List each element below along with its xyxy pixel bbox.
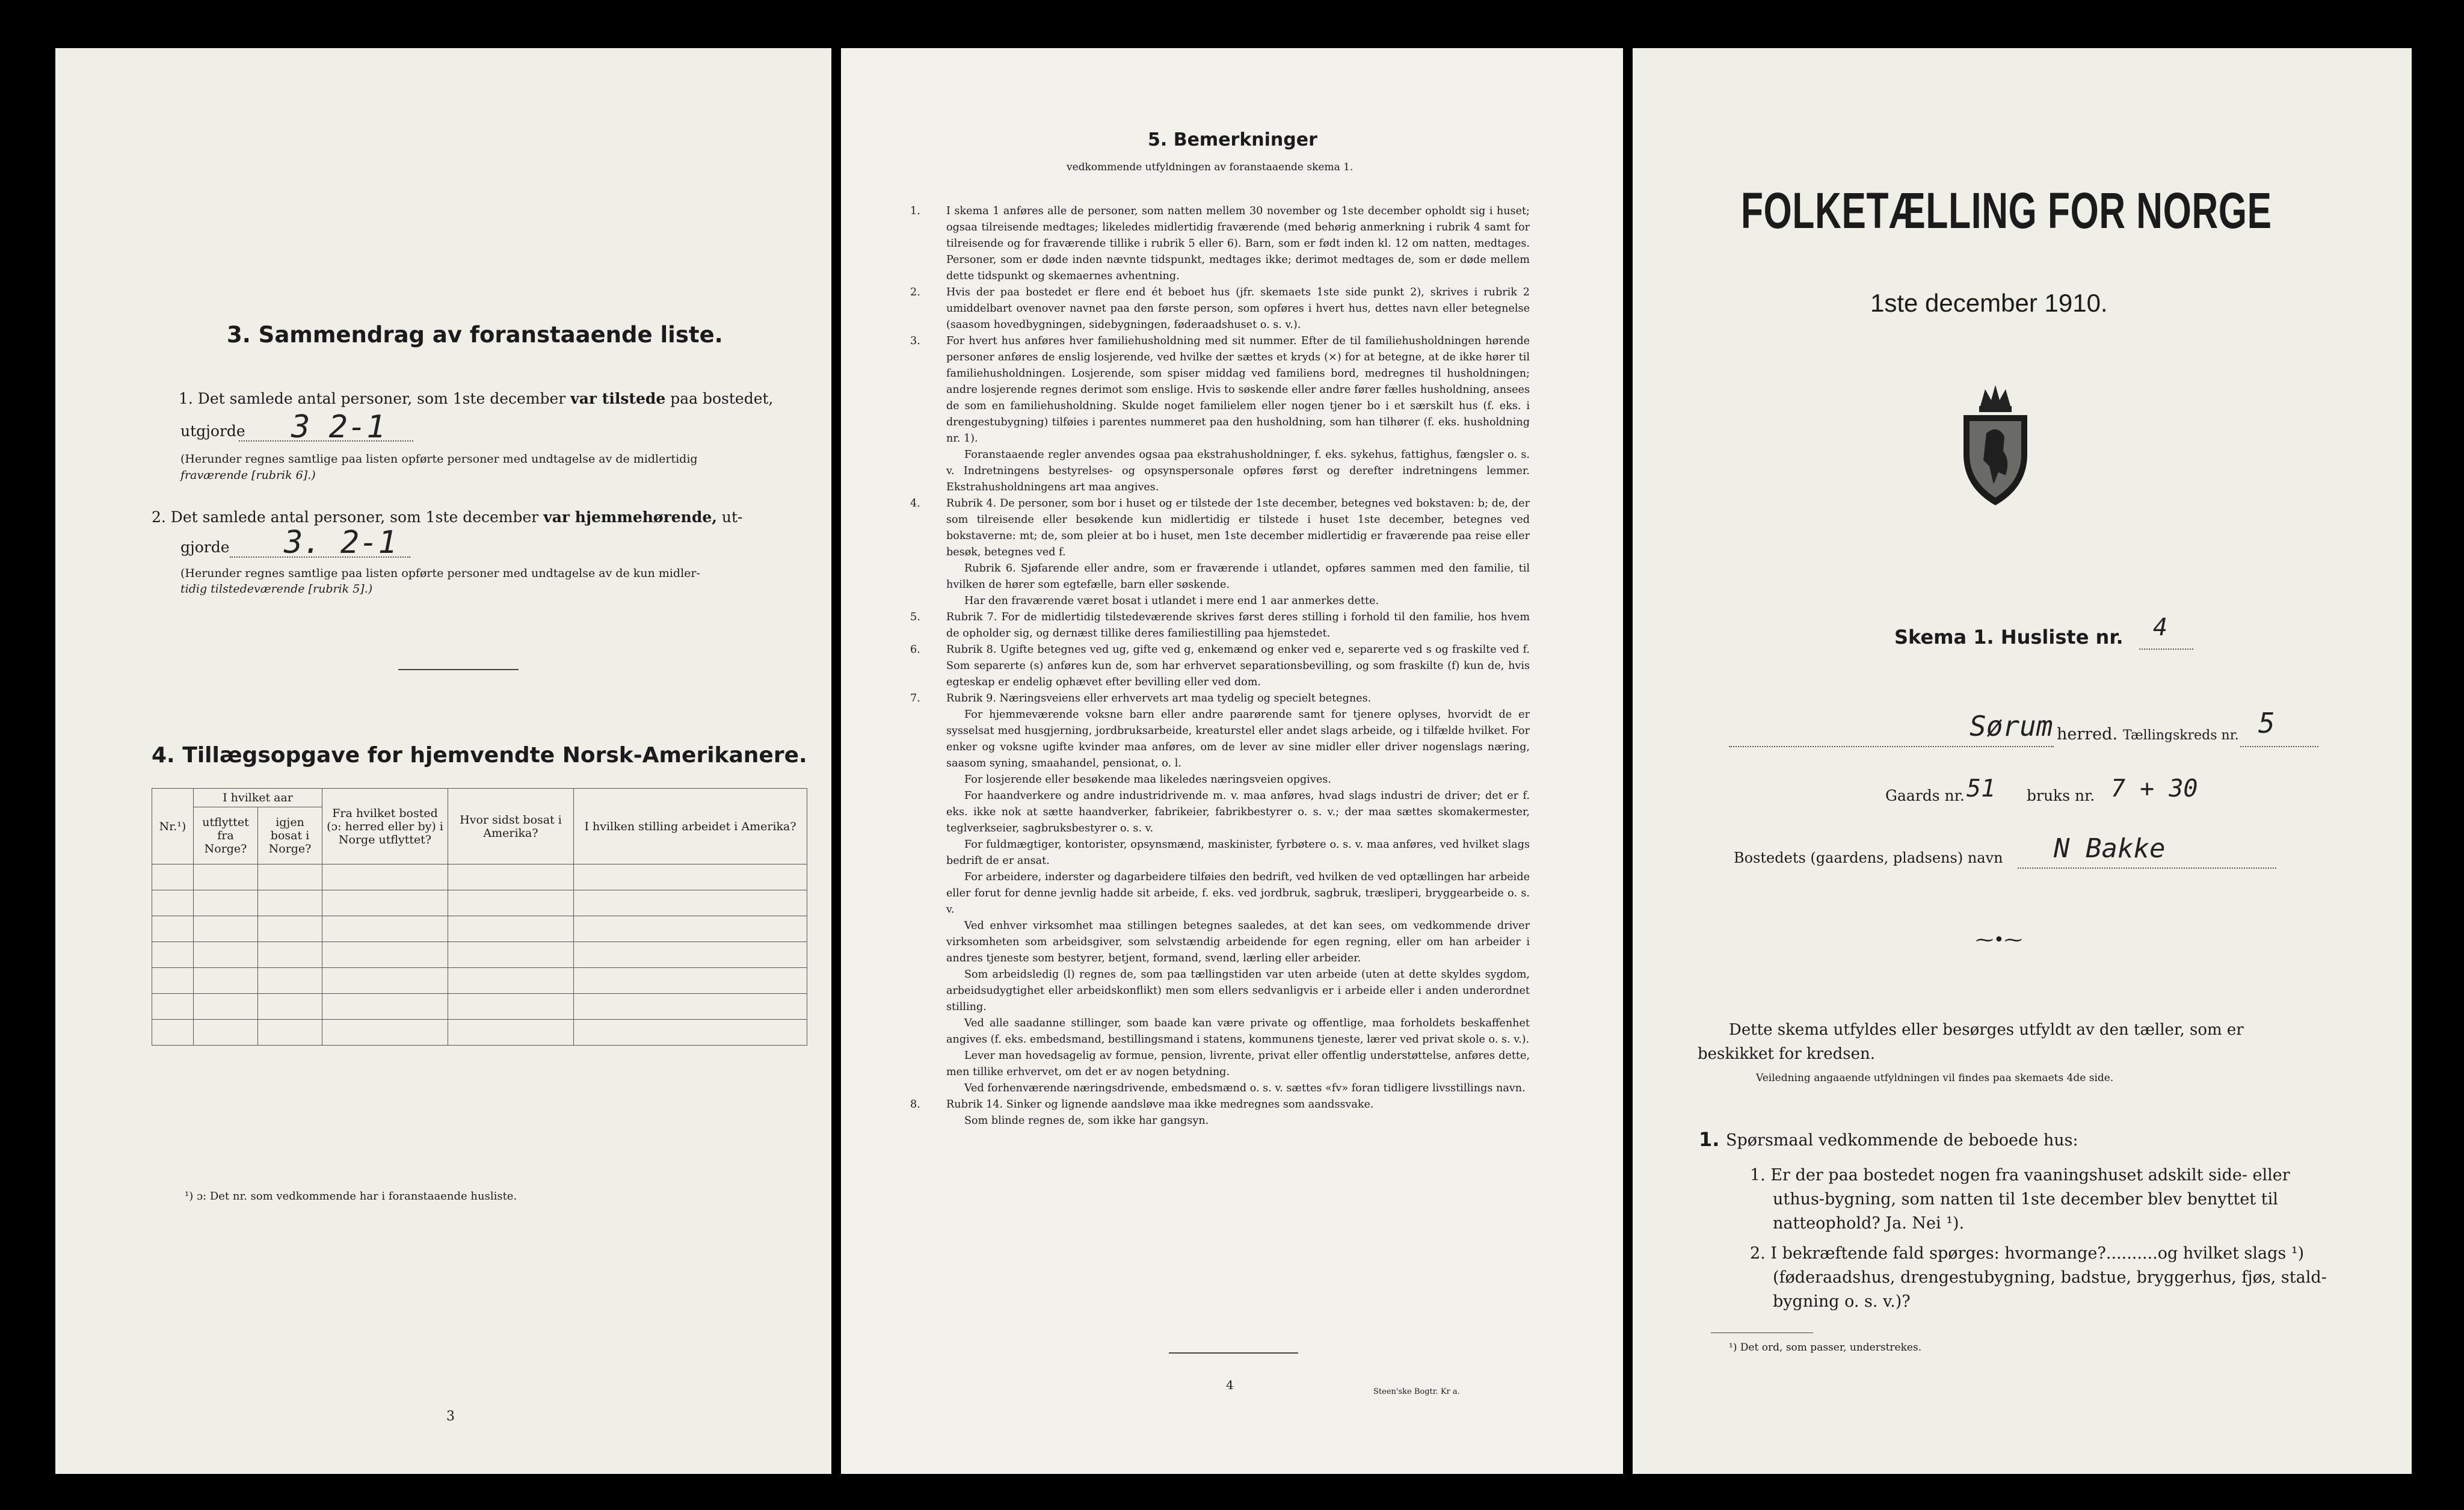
norsk-amerikanere-table bbox=[152, 788, 807, 1046]
remark-number: 7. bbox=[910, 692, 920, 704]
table-cell bbox=[152, 968, 194, 994]
table-row bbox=[152, 994, 807, 1020]
remark-paragraph: Foranstaaende regler anvendes ogsaa paa ekstrahusholdninger, f. eks. sykehus, fattighus, fængsler o. s. v. Indretningens bestyrelses- og opsynspersonale opføres først og derefter indretningens lemmer. Ekstrahusholdningens art maa angives. bbox=[946, 449, 1530, 493]
remark-paragraph: For fuldmægtiger, kontorister, opsynsmænd, maskinister, fyrbøtere o. s. v. maa anføres, ved hvilket slags bedrift de er ansat. bbox=[946, 839, 1530, 867]
table-cell bbox=[152, 994, 194, 1020]
table-cell bbox=[194, 916, 258, 942]
section-4-title: 4. Tillægsopgave for hjemvendte Norsk-Amerikanere. bbox=[152, 743, 807, 768]
item1-dotline bbox=[239, 440, 413, 442]
bruks-number: 7 + 30 bbox=[2111, 775, 2198, 803]
table-cell bbox=[322, 916, 448, 942]
bosted-label: Bostedets (gaardens, pladsens) navn bbox=[1734, 849, 2003, 866]
item1-note-1: (Herunder regnes samtlige paa listen opførte personer med undtagelse av de midlertidig bbox=[180, 452, 698, 466]
remark-number: 2. bbox=[910, 286, 920, 298]
remark-text: For hvert hus anføres hver familiehusholdning med sit nummer. Efter de til familiehusholdningen hørende personer anføres de enslig losjerende, ved hvilke der sættes et kryds (×) for at betegne, at de ikke hører til familiehusholdningen. Losjerende, som spiser middag ved familiens bord, medregnes til husholdningen; andre losjerende regnes derimot som enslige. Hvis to søskende eller andre fører fælles husholdning, ansees de som en familiehusholdning. Skulde noget familielem eller nogen tjener bo i et særskilt hus (f. eks. i drengestubygning) tilføies i parentes nummeret paa den husholdning, som han tilhører (f. eks. husholdning nr. 1). bbox=[946, 335, 1530, 445]
remark-paragraph bbox=[910, 642, 1530, 691]
table-cell bbox=[448, 1020, 574, 1046]
remark-number: 3. bbox=[910, 335, 920, 347]
table-cell bbox=[152, 1020, 194, 1046]
item2-note-1: (Herunder regnes samtlige paa listen opførte personer med undtagelse av de kun midler- bbox=[180, 567, 700, 580]
question-2-b: (føderaadshus, drengestubygning, badstue, bryggerhus, fjøs, stald- bbox=[1773, 1268, 2327, 1287]
page-middle bbox=[841, 48, 1623, 1474]
divider bbox=[398, 669, 519, 670]
question-1-c: natteophold? Ja. Nei ¹). bbox=[1773, 1214, 1965, 1233]
remark-paragraph bbox=[910, 691, 1530, 707]
table-cell bbox=[258, 942, 322, 968]
questions-number: 1. bbox=[1699, 1128, 1720, 1151]
herred-dotline bbox=[1729, 746, 2054, 747]
table-cell bbox=[152, 864, 194, 890]
bosted-name: N Bakke bbox=[2054, 833, 2166, 864]
table-row bbox=[152, 1020, 807, 1046]
item2-dotline bbox=[230, 556, 410, 558]
page-left bbox=[55, 48, 831, 1474]
table-cell bbox=[194, 864, 258, 890]
remark-number: 5. bbox=[910, 611, 920, 623]
table-cell bbox=[194, 968, 258, 994]
item2-line: 2. Det samlede antal personer, som 1ste december var hjemmehørende, ut- bbox=[152, 508, 743, 526]
bemerkninger-subtitle: vedkommende utfyldningen av foranstaaende skema 1. bbox=[1067, 161, 1354, 173]
remark-text: Rubrik 8. Ugifte betegnes ved ug, gifte ved g, enkemænd og enker ved e, separerte ved s og fraskilte ved f. Som separerte (s) anføres kun de, som har erhvervet separationsbevilling, og som fraskilte (f) kun de, hvis egteskap er endelig ophævet efter bevilling eller ved dom. bbox=[946, 644, 1530, 688]
bruks-label: bruks nr. bbox=[2027, 787, 2095, 804]
table-cell bbox=[322, 1020, 448, 1046]
remark-text: Rubrik 4. De personer, som bor i huset og er tilstede der 1ste december, betegnes ved bokstaven: b; de, der som tilreisende eller besøkende kun midlertidig er tilstede i huset 1ste december, betegnes ved bokstaverne: mt; de, som pleier at bo i huset, men 1ste december midlertidig er fraværende paa reise eller besøk, betegnes ved f. bbox=[946, 498, 1530, 558]
col-group-aar: I hvilket aar bbox=[194, 789, 322, 807]
table-cell bbox=[574, 864, 807, 890]
kreds-dotline bbox=[2240, 746, 2318, 747]
table-cell bbox=[194, 1020, 258, 1046]
table-cell bbox=[574, 1020, 807, 1046]
ornament-icon: ⁓•⁓ bbox=[1976, 929, 2022, 951]
intro-note: Veiledning angaaende utfyldningen vil findes paa skemaets 4de side. bbox=[1756, 1072, 2114, 1084]
right-footnote: ¹) Det ord, som passer, understrekes. bbox=[1729, 1342, 1922, 1354]
norwegian-coat-of-arms-icon bbox=[1956, 382, 2034, 508]
table-cell bbox=[448, 864, 574, 890]
remark-paragraph: For hjemmeværende voksne barn eller andre paarørende samt for tjenere oplyses, hvorvidt de er sysselsat med husgjerning, jordbruksarbeide, kreaturstel eller andet slags arbeide, og i tilfælde hvilket. For enker og voksne ugifte kvinder maa anføres, om de lever av sine midler eller driver nogenslags næring, saasom syning, smaahandel, pensionat, o. l. bbox=[946, 709, 1530, 769]
end-rule bbox=[1169, 1352, 1298, 1354]
kreds-label: Tællingskreds nr. bbox=[2123, 728, 2239, 743]
remark-text: Hvis der paa bostedet er flere end ét beboet hus (jfr. skemaets 1ste side punkt 2), skrives i rubrik 2 umiddelbart ovenover navnet paa den første person, som opføres i hvert hus, dettes navn eller betegnelse (saasom hovedbygningen, sidebygningen, føderaadshuset o. s. v.). bbox=[946, 286, 1530, 331]
husliste-dotline bbox=[2139, 649, 2193, 650]
remark-paragraph bbox=[910, 203, 1530, 285]
table-footnote: ¹) ɔ: Det nr. som vedkommende har i foranstaaende husliste. bbox=[185, 1190, 517, 1203]
gaards-number: 51 bbox=[1967, 775, 1996, 803]
question-1-a: 1. Er der paa bostedet nogen fra vaaningshuset adskilt side- eller bbox=[1750, 1166, 2290, 1185]
table-cell bbox=[574, 942, 807, 968]
questions-heading: Spørsmaal vedkommende de beboede hus: bbox=[1726, 1131, 2078, 1150]
table-cell bbox=[322, 890, 448, 916]
remark-paragraph bbox=[910, 496, 1530, 561]
question-2-a: 2. I bekræftende fald spørges: hvormange?..........og hvilket slags ¹) bbox=[1750, 1244, 2305, 1263]
col-sidst: Hvor sidst bosat i Amerika? bbox=[448, 789, 574, 864]
table-cell bbox=[322, 994, 448, 1020]
herred-label: herred. bbox=[2057, 725, 2118, 744]
remark-paragraph: Har den fraværende været bosat i utlandet i mere end 1 aar anmerkes dette. bbox=[964, 595, 1379, 607]
gaards-label: Gaards nr. bbox=[1885, 787, 1965, 804]
schema-label: Skema 1. Husliste nr. bbox=[1894, 626, 2124, 649]
section-3-title: 3. Sammendrag av foranstaaende liste. bbox=[227, 322, 723, 348]
table-cell bbox=[574, 968, 807, 994]
table-cell bbox=[152, 890, 194, 916]
table-cell bbox=[448, 942, 574, 968]
remark-paragraph: Rubrik 6. Sjøfarende eller andre, som er fraværende i utlandet, opføres sammen med den familie, til hvilken de hører som egtefælle, barn eller søskende. bbox=[946, 562, 1530, 591]
item2-note-2: tidig tilstedeværende [rubrik 5].) bbox=[180, 582, 373, 596]
page-right bbox=[1633, 48, 2412, 1474]
col-utflyttet: utflyttet fra Norge? bbox=[194, 807, 258, 864]
table-cell bbox=[194, 994, 258, 1020]
table-cell bbox=[194, 942, 258, 968]
table-cell bbox=[258, 890, 322, 916]
item1-prefix: utgjorde bbox=[180, 422, 245, 440]
page-number-3: 3 bbox=[446, 1409, 455, 1424]
remark-paragraph: Ved alle saadanne stillinger, som baade kan være private og offentlige, maa forholdets beskaffenhet angives (f. eks. embedsmand, bestillingsmand i statens, kommunens tjeneste, lærer ved privat skole o. s. v.). bbox=[946, 1017, 1530, 1046]
remark-paragraph: For arbeidere, inderster og dagarbeidere tilføies den bedrift, ved hvilken de ved optællingen har arbeide eller forut for denne jevnlig hadde sit arbeide, f. eks. ved jordbruk, sagbruk, træsliperi, bryggearbeide o. s. v. bbox=[946, 871, 1530, 916]
table-cell bbox=[258, 968, 322, 994]
table-cell bbox=[152, 942, 194, 968]
item1-handwritten-value: 3 2-1 bbox=[291, 409, 386, 445]
remark-paragraph: Som arbeidsledig (l) regnes de, som paa tællingstiden var uten arbeide (uten at dette skyldes sygdom, arbeidsudygtighet eller arbeidskonflikt) men som ellers sedvanligvis er i arbeide eller i anden underordnet stilling. bbox=[946, 969, 1530, 1013]
remark-paragraph bbox=[910, 333, 1530, 447]
bosted-dotline bbox=[2018, 867, 2276, 869]
herred-handwritten: Sørum bbox=[1970, 710, 2053, 742]
remark-paragraph: Ved forhenværende næringsdrivende, embedsmænd o. s. v. sættes «fv» foran tidligere livsstillings navn. bbox=[964, 1082, 1526, 1094]
item2-handwritten-value: 3. 2-1 bbox=[284, 525, 397, 561]
col-fra: Fra hvilket bosted (ɔ: herred eller by) i Norge utflyttet? bbox=[322, 789, 448, 864]
table-cell bbox=[574, 994, 807, 1020]
remark-paragraph bbox=[910, 1097, 1530, 1113]
question-2-c: bygning o. s. v.)? bbox=[1773, 1292, 1911, 1311]
intro-line-2: beskikket for kredsen. bbox=[1698, 1045, 1875, 1063]
remark-number: 8. bbox=[910, 1099, 920, 1111]
remark-paragraph: Som blinde regnes de, som ikke har gangsyn. bbox=[964, 1115, 1209, 1127]
remark-number: 1. bbox=[910, 205, 920, 217]
table-cell bbox=[322, 968, 448, 994]
table-cell bbox=[574, 890, 807, 916]
col-nr: Nr.¹) bbox=[152, 789, 194, 864]
table-row bbox=[152, 864, 807, 890]
table-row bbox=[152, 890, 807, 916]
table-row bbox=[152, 968, 807, 994]
intro-line-1: Dette skema utfyldes eller besørges utfyldt av den tæller, som er bbox=[1729, 1021, 2244, 1039]
table-cell bbox=[448, 994, 574, 1020]
table-cell bbox=[152, 916, 194, 942]
remark-text: Rubrik 14. Sinker og lignende aandsløve maa ikke medregnes som aandssvake. bbox=[946, 1099, 1374, 1111]
page-number-4: 4 bbox=[1226, 1378, 1234, 1392]
kreds-number: 5 bbox=[2258, 707, 2275, 739]
table-cell bbox=[258, 994, 322, 1020]
remark-paragraph: Lever man hovedsagelig av formue, pension, livrente, privat eller offentlig understøttelse, anføres dette, men tillike erhvervet, om det er av nogen betydning. bbox=[946, 1050, 1530, 1078]
table-cell bbox=[258, 864, 322, 890]
item1-note-2: fraværende [rubrik 6].) bbox=[180, 469, 316, 482]
remark-number: 4. bbox=[910, 498, 920, 510]
table-cell bbox=[322, 864, 448, 890]
bemerkninger-body bbox=[910, 203, 1530, 1129]
col-igjen: igjen bosat i Norge? bbox=[258, 807, 322, 864]
printer-mark: Steen'ske Bogtr. Kr a. bbox=[1373, 1387, 1460, 1396]
col-stilling: I hvilken stilling arbeidet i Amerika? bbox=[574, 789, 807, 864]
table-cell bbox=[448, 916, 574, 942]
remark-paragraph: For losjerende eller besøkende maa likeledes næringsveien opgives. bbox=[964, 774, 1331, 786]
table-cell bbox=[258, 916, 322, 942]
table-cell bbox=[322, 942, 448, 968]
table-row bbox=[152, 942, 807, 968]
item2-prefix: gjorde bbox=[180, 538, 230, 556]
question-1-b: uthus-bygning, som natten til 1ste december blev benyttet til bbox=[1773, 1190, 2278, 1209]
table-cell bbox=[258, 1020, 322, 1046]
table-row bbox=[152, 916, 807, 942]
item1-line: 1. Det samlede antal personer, som 1ste december var tilstede paa bostedet, bbox=[179, 390, 774, 407]
main-title: FOLKETÆLLING FOR NORGE bbox=[1741, 182, 2272, 239]
census-date: 1ste december 1910. bbox=[1870, 289, 2108, 317]
table-cell bbox=[194, 890, 258, 916]
table-cell bbox=[448, 890, 574, 916]
remark-number: 6. bbox=[910, 644, 920, 656]
table-cell bbox=[448, 968, 574, 994]
remark-paragraph bbox=[910, 285, 1530, 333]
remark-text: Rubrik 9. Næringsveiens eller erhvervets art maa tydelig og specielt betegnes. bbox=[946, 692, 1372, 704]
bemerkninger-title: 5. Bemerkninger bbox=[1148, 129, 1317, 150]
remark-paragraph: For haandverkere og andre industridrivende m. v. maa anføres, hvad slags industri de driver; det er f. eks. ikke nok at sætte haandverker, fabrikeier, fabrikbestyrer o. s. v.; der maa sættes skomakermester, teglverkseier, sagbruksbestyrer o. s. v. bbox=[946, 790, 1530, 834]
remark-text: I skema 1 anføres alle de personer, som natten mellem 30 november og 1ste december opholdt sig i huset; ogsaa tilreisende medtages; likeledes midlertidig fraværende (med behørig anmerkning i rubrik 4 samt for tilreisende og for fraværende tillike i rubrik 5 eller 6). Barn, som er født inden kl. 12 om natten, medtages. Personer, som er døde inden nævnte tidspunkt, medtages ikke; derimot medtages de, som er døde mellem dette tidspunkt og skemaernes avhentning. bbox=[946, 205, 1530, 282]
remark-paragraph bbox=[910, 609, 1530, 642]
table-cell bbox=[574, 916, 807, 942]
remark-text: Rubrik 7. For de midlertidig tilstedeværende skrives først deres stilling i forhold til den familie, hos hvem de opholder sig, og dernæst tillike deres familiestilling paa hjemstedet. bbox=[946, 611, 1530, 639]
husliste-number: 4 bbox=[2153, 614, 2168, 641]
remark-paragraph: Ved enhver virksomhet maa stillingen betegnes saaledes, at det kan sees, om vedkommende driver virksomheten som arbeidsgiver, som selvstændig arbeidende for egen regning, eller om han arbeider i andres tjeneste som bestyrer, betjent, formand, svend, lærling eller arbeider. bbox=[946, 920, 1530, 964]
